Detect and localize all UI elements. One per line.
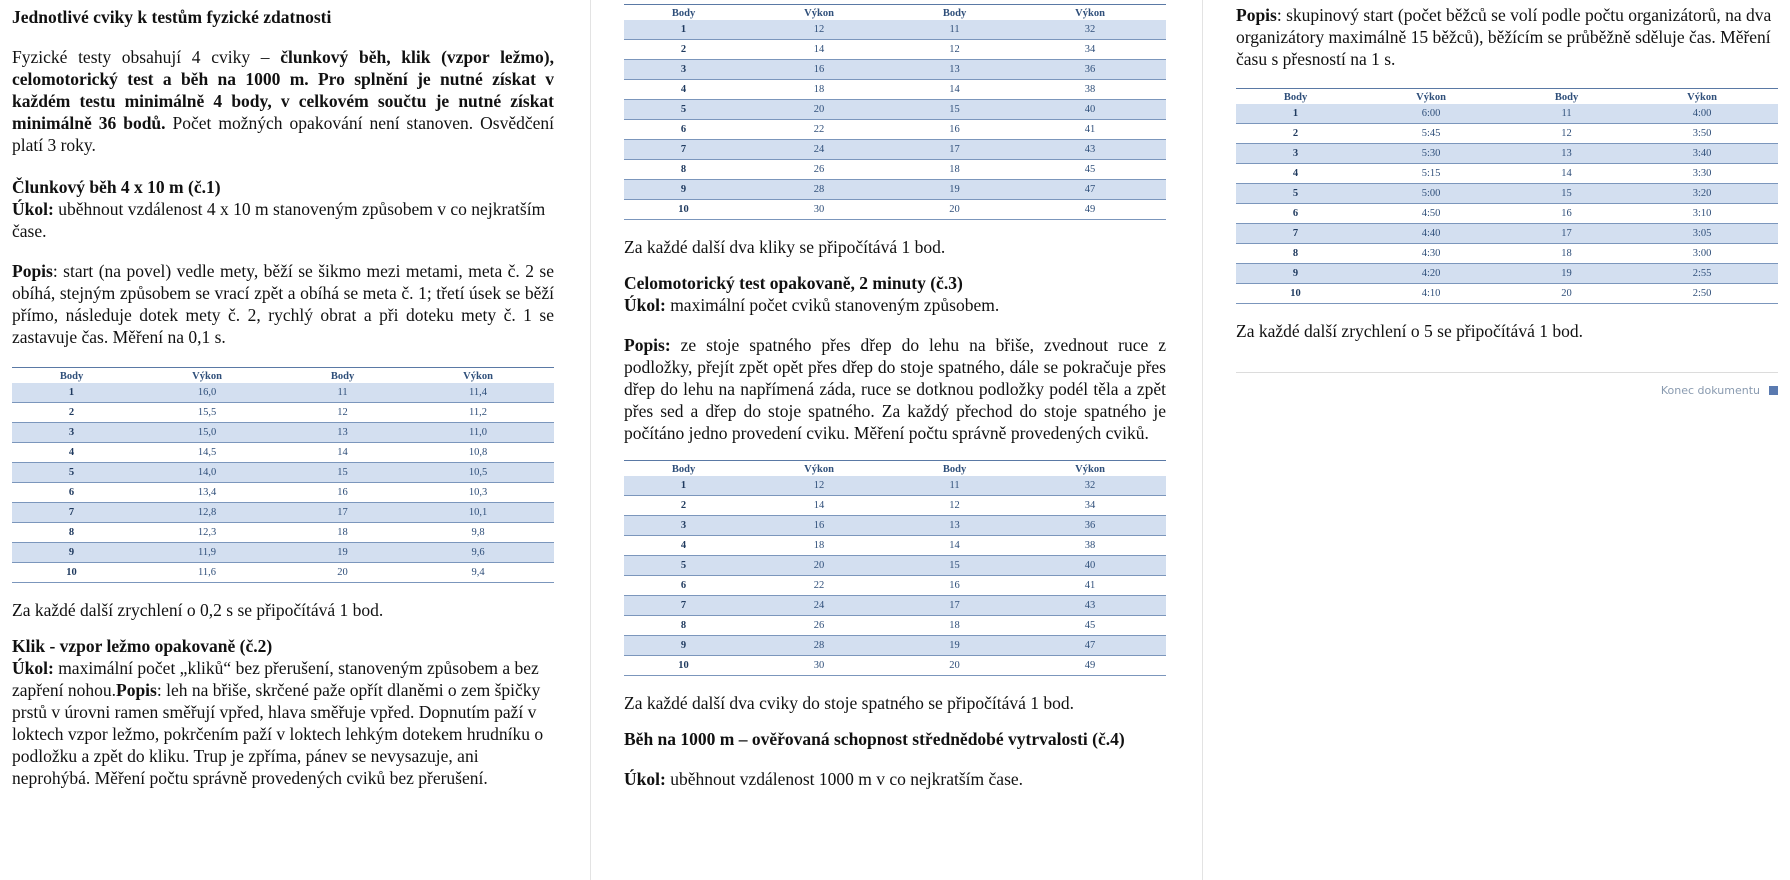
column-3 bbox=[1236, 4, 1778, 342]
table-cell: 4:20 bbox=[1355, 264, 1507, 284]
document-heading: Jednotlivé cviky k testům fyzické zdatnosti bbox=[12, 7, 332, 27]
table-cell: 4 bbox=[624, 80, 743, 100]
table-cell: 43 bbox=[1014, 140, 1166, 160]
table-row bbox=[12, 383, 554, 403]
description-paragraph-4: Popis: skupinový start (počet běžců se volí podle počtu organizátorů, na dva organizátory maximálně 15 běžců), běžícím se průběžně sděluje čas. Měření času s přesností na 1 s. bbox=[1236, 5, 1772, 69]
table-cell: 13 bbox=[895, 60, 1014, 80]
table-cell: 11,2 bbox=[402, 403, 554, 423]
task-paragraph-1: Úkol: uběhnout vzdálenost 4 x 10 m stanoveným způsobem v co nejkratším čase. bbox=[12, 199, 546, 241]
table-cell: 3 bbox=[624, 516, 743, 536]
table-cell: 4 bbox=[1236, 164, 1355, 184]
description-paragraph-1: Popis: start (na povel) vedle mety, běží se šikmo mezi metami, meta č. 2 se obíhá, stejným způsobem se vrací zpět a obíhá se meta č. 1; třetí úsek se běží přímo, následuje dotek mety č. 2, rychlý obrat a při doteku mety č. 1 se zastavuje čas. Měření na 0,1 s. bbox=[12, 261, 554, 347]
table-cell: 9 bbox=[1236, 264, 1355, 284]
table-cell: 40 bbox=[1014, 100, 1166, 120]
table-cell: 11 bbox=[895, 20, 1014, 40]
table-cell: 9,4 bbox=[402, 563, 554, 583]
table-cell: 16,0 bbox=[131, 383, 283, 403]
table-row bbox=[1236, 124, 1778, 144]
table-row bbox=[624, 80, 1166, 100]
section-title-3: Celomotorický test opakovaně, 2 minuty (č.3) bbox=[624, 273, 963, 293]
score-table-1 bbox=[12, 367, 554, 583]
table-row bbox=[624, 576, 1166, 596]
table-cell: 5 bbox=[624, 100, 743, 120]
table-cell: 38 bbox=[1014, 80, 1166, 100]
table-cell: 10 bbox=[624, 200, 743, 220]
table-row bbox=[624, 180, 1166, 200]
table-cell: 5 bbox=[12, 463, 131, 483]
table-cell: 2 bbox=[1236, 124, 1355, 144]
table-cell: 3 bbox=[12, 423, 131, 443]
table-cell: 12,3 bbox=[131, 523, 283, 543]
table-cell: 41 bbox=[1014, 576, 1166, 596]
table-cell: 15 bbox=[283, 463, 402, 483]
table-cell: 14,0 bbox=[131, 463, 283, 483]
end-square-icon bbox=[1769, 386, 1778, 395]
table-cell: 18 bbox=[743, 80, 895, 100]
table-cell: 22 bbox=[743, 576, 895, 596]
table-cell: 41 bbox=[1014, 120, 1166, 140]
table-cell: 11 bbox=[895, 476, 1014, 496]
table-cell: 16 bbox=[743, 516, 895, 536]
table-cell: 13 bbox=[283, 423, 402, 443]
table-cell: 7 bbox=[1236, 224, 1355, 244]
table-row bbox=[624, 160, 1166, 180]
table-cell: 5:30 bbox=[1355, 144, 1507, 164]
table-row bbox=[624, 60, 1166, 80]
table-row bbox=[1236, 284, 1778, 304]
table-cell: 19 bbox=[895, 636, 1014, 656]
table-cell: 9 bbox=[624, 180, 743, 200]
table-cell: 4:50 bbox=[1355, 204, 1507, 224]
intro-paragraph: Fyzické testy obsahují 4 cviky – člunkový běh, klik (vzpor ležmo), celomotorický test a běh na 1000 m. Pro splnění je nutné získat v každém testu minimálně 4 body, v celkovém součtu je nutné získat minimálně 36 bodů. Počet možných opakování není stanoven. Osvědčení platí 3 roky. bbox=[12, 47, 554, 155]
table-cell: 14 bbox=[283, 443, 402, 463]
table-cell: 20 bbox=[743, 556, 895, 576]
table-cell: 3:30 bbox=[1626, 164, 1778, 184]
task-paragraph-4: Úkol: uběhnout vzdálenost 1000 m v co nejkratším čase. bbox=[624, 769, 1024, 789]
table-cell: 1 bbox=[12, 383, 131, 403]
table-cell: 11,0 bbox=[402, 423, 554, 443]
table-header-cell: Body bbox=[624, 461, 743, 477]
note-4: Za každé další zrychlení o 5 se připočítává 1 bod. bbox=[1236, 321, 1583, 341]
table-cell: 4:00 bbox=[1626, 104, 1778, 124]
table-cell: 5 bbox=[624, 556, 743, 576]
table-cell: 11 bbox=[1507, 104, 1626, 124]
table-cell: 18 bbox=[743, 536, 895, 556]
table-cell: 15 bbox=[895, 100, 1014, 120]
table-cell: 3:20 bbox=[1626, 184, 1778, 204]
table-header-cell: Výkon bbox=[402, 368, 554, 384]
table-cell: 11,4 bbox=[402, 383, 554, 403]
note-1: Za každé další zrychlení o 0,2 s se připočítává 1 bod. bbox=[12, 600, 384, 620]
table-cell: 6:00 bbox=[1355, 104, 1507, 124]
table-row bbox=[1236, 164, 1778, 184]
table-cell: 10,5 bbox=[402, 463, 554, 483]
table-cell: 12 bbox=[743, 476, 895, 496]
table-cell: 18 bbox=[895, 616, 1014, 636]
table-cell: 4 bbox=[12, 443, 131, 463]
table-cell: 8 bbox=[624, 616, 743, 636]
table-cell: 10,3 bbox=[402, 483, 554, 503]
table-cell: 12,8 bbox=[131, 503, 283, 523]
table-row bbox=[1236, 184, 1778, 204]
table-header-cell: Výkon bbox=[1355, 89, 1507, 105]
table-cell: 47 bbox=[1014, 180, 1166, 200]
table-cell: 4 bbox=[624, 536, 743, 556]
column-1 bbox=[12, 0, 554, 789]
score-table-3 bbox=[624, 460, 1166, 676]
table-row bbox=[624, 200, 1166, 220]
section-title-2: Klik - vzpor ležmo opakovaně (č.2) bbox=[12, 636, 273, 656]
table-cell: 15,5 bbox=[131, 403, 283, 423]
table-cell: 12 bbox=[895, 496, 1014, 516]
table-cell: 10,8 bbox=[402, 443, 554, 463]
table-cell: 49 bbox=[1014, 656, 1166, 676]
table-cell: 3:50 bbox=[1626, 124, 1778, 144]
table-cell: 12 bbox=[895, 40, 1014, 60]
table-cell: 4:30 bbox=[1355, 244, 1507, 264]
table-cell: 14 bbox=[1507, 164, 1626, 184]
table-cell: 6 bbox=[624, 576, 743, 596]
table-cell: 3:40 bbox=[1626, 144, 1778, 164]
table-cell: 32 bbox=[1014, 20, 1166, 40]
table-cell: 18 bbox=[283, 523, 402, 543]
section-title-4: Běh na 1000 m – ověřovaná schopnost střednědobé vytrvalosti (č.4) bbox=[624, 729, 1125, 749]
table-row bbox=[624, 636, 1166, 656]
table-cell: 10 bbox=[1236, 284, 1355, 304]
table-cell: 11 bbox=[283, 383, 402, 403]
table-cell: 5:00 bbox=[1355, 184, 1507, 204]
table-cell: 4:10 bbox=[1355, 284, 1507, 304]
table-cell: 3:10 bbox=[1626, 204, 1778, 224]
table-row bbox=[624, 120, 1166, 140]
table-cell: 2 bbox=[624, 40, 743, 60]
table-cell: 22 bbox=[743, 120, 895, 140]
table-cell: 11,6 bbox=[131, 563, 283, 583]
table-cell: 43 bbox=[1014, 596, 1166, 616]
table-cell: 16 bbox=[743, 60, 895, 80]
table-header-cell: Body bbox=[895, 461, 1014, 477]
table-row bbox=[624, 596, 1166, 616]
table-cell: 12 bbox=[743, 20, 895, 40]
table-cell: 15 bbox=[1507, 184, 1626, 204]
table-cell: 30 bbox=[743, 656, 895, 676]
table-header-cell: Výkon bbox=[1014, 461, 1166, 477]
table-cell: 15,0 bbox=[131, 423, 283, 443]
table-cell: 16 bbox=[1507, 204, 1626, 224]
table-cell: 10,1 bbox=[402, 503, 554, 523]
table-cell: 12 bbox=[1507, 124, 1626, 144]
table-cell: 14,5 bbox=[131, 443, 283, 463]
table-cell: 8 bbox=[624, 160, 743, 180]
task-paragraph-3: Úkol: maximální počet cviků stanoveným způsobem. bbox=[624, 295, 1000, 315]
table-header-cell: Body bbox=[283, 368, 402, 384]
table-cell: 7 bbox=[624, 140, 743, 160]
table-row bbox=[1236, 244, 1778, 264]
table-header-cell: Výkon bbox=[131, 368, 283, 384]
table-cell: 36 bbox=[1014, 60, 1166, 80]
table-row bbox=[1236, 104, 1778, 124]
table-cell: 5:15 bbox=[1355, 164, 1507, 184]
table-cell: 20 bbox=[743, 100, 895, 120]
table-row bbox=[12, 503, 554, 523]
table-cell: 28 bbox=[743, 180, 895, 200]
table-cell: 9 bbox=[624, 636, 743, 656]
table-cell: 19 bbox=[283, 543, 402, 563]
table-row bbox=[624, 516, 1166, 536]
table-cell: 18 bbox=[895, 160, 1014, 180]
table-header-cell: Výkon bbox=[743, 5, 895, 21]
column-2 bbox=[624, 4, 1166, 790]
table-row bbox=[12, 483, 554, 503]
table-cell: 30 bbox=[743, 200, 895, 220]
table-row bbox=[12, 403, 554, 423]
table-cell: 1 bbox=[624, 20, 743, 40]
table-row bbox=[624, 140, 1166, 160]
table-cell: 40 bbox=[1014, 556, 1166, 576]
table-cell: 6 bbox=[12, 483, 131, 503]
table-cell: 38 bbox=[1014, 536, 1166, 556]
table-row bbox=[624, 20, 1166, 40]
table-cell: 2:55 bbox=[1626, 264, 1778, 284]
table-cell: 1 bbox=[1236, 104, 1355, 124]
table-cell: 28 bbox=[743, 636, 895, 656]
table-cell: 19 bbox=[895, 180, 1014, 200]
note-2: Za každé další dva kliky se připočítává 1 bod. bbox=[624, 237, 946, 257]
table-cell: 1 bbox=[624, 476, 743, 496]
table-row bbox=[624, 40, 1166, 60]
table-cell: 3 bbox=[624, 60, 743, 80]
table-cell: 6 bbox=[624, 120, 743, 140]
table-header-cell: Body bbox=[1507, 89, 1626, 105]
table-cell: 17 bbox=[1507, 224, 1626, 244]
table-cell: 26 bbox=[743, 616, 895, 636]
table-cell: 45 bbox=[1014, 160, 1166, 180]
table-row bbox=[624, 476, 1166, 496]
table-cell: 8 bbox=[1236, 244, 1355, 264]
table-cell: 14 bbox=[895, 536, 1014, 556]
table-cell: 11,9 bbox=[131, 543, 283, 563]
table-header-cell: Body bbox=[895, 5, 1014, 21]
table-cell: 32 bbox=[1014, 476, 1166, 496]
table-cell: 9,8 bbox=[402, 523, 554, 543]
table-row bbox=[624, 100, 1166, 120]
task-paragraph-2: Úkol: maximální počet „kliků“ bez přerušení, stanoveným způsobem a bez zapření nohou.Popis: leh na břiše, skrčené paže opřít dlaněmi o zem špičky prstů v úrovni ramen směřují vpřed, hlava směřuje vpřed. Dopnutím paží v loktech vzpor ležmo, pokrčením paží v loktech lehkým dotekem hrudníku o podložku a zpět do kliku. Trup je zpříma, pánev se nevysazuje, ani neprohýbá. Měření počtu správně provedených cviků bez přerušení. bbox=[12, 658, 544, 788]
table-cell: 36 bbox=[1014, 516, 1166, 536]
table-cell: 14 bbox=[743, 40, 895, 60]
table-header-cell: Body bbox=[1236, 89, 1355, 105]
table-cell: 5:45 bbox=[1355, 124, 1507, 144]
score-table-2 bbox=[624, 4, 1166, 220]
table-row bbox=[12, 423, 554, 443]
table-cell: 8 bbox=[12, 523, 131, 543]
score-table-4 bbox=[1236, 88, 1778, 304]
table-header-cell: Výkon bbox=[1626, 89, 1778, 105]
table-cell: 18 bbox=[1507, 244, 1626, 264]
table-cell: 5 bbox=[1236, 184, 1355, 204]
table-cell: 10 bbox=[12, 563, 131, 583]
table-cell: 2:50 bbox=[1626, 284, 1778, 304]
table-cell: 3:05 bbox=[1626, 224, 1778, 244]
table-cell: 3:00 bbox=[1626, 244, 1778, 264]
table-cell: 17 bbox=[895, 596, 1014, 616]
table-cell: 16 bbox=[283, 483, 402, 503]
section-title-1: Člunkový běh 4 x 10 m (č.1) bbox=[12, 177, 221, 197]
table-cell: 13 bbox=[895, 516, 1014, 536]
table-row bbox=[624, 656, 1166, 676]
table-header-cell: Body bbox=[624, 5, 743, 21]
table-cell: 3 bbox=[1236, 144, 1355, 164]
table-row bbox=[12, 463, 554, 483]
table-cell: 7 bbox=[12, 503, 131, 523]
table-cell: 19 bbox=[1507, 264, 1626, 284]
table-cell: 2 bbox=[624, 496, 743, 516]
table-row bbox=[1236, 204, 1778, 224]
table-row bbox=[624, 616, 1166, 636]
table-cell: 34 bbox=[1014, 40, 1166, 60]
table-cell: 7 bbox=[624, 596, 743, 616]
table-header-cell: Výkon bbox=[743, 461, 895, 477]
table-cell: 17 bbox=[283, 503, 402, 523]
table-row bbox=[1236, 264, 1778, 284]
table-cell: 24 bbox=[743, 140, 895, 160]
table-cell: 17 bbox=[895, 140, 1014, 160]
column-divider bbox=[1202, 0, 1203, 880]
table-cell: 45 bbox=[1014, 616, 1166, 636]
table-cell: 4:40 bbox=[1355, 224, 1507, 244]
column-divider bbox=[590, 0, 591, 880]
table-cell: 26 bbox=[743, 160, 895, 180]
table-row bbox=[12, 443, 554, 463]
table-cell: 15 bbox=[895, 556, 1014, 576]
table-cell: 12 bbox=[283, 403, 402, 423]
table-cell: 20 bbox=[283, 563, 402, 583]
table-cell: 14 bbox=[743, 496, 895, 516]
table-cell: 20 bbox=[895, 200, 1014, 220]
table-row bbox=[12, 563, 554, 583]
table-cell: 13,4 bbox=[131, 483, 283, 503]
table-row bbox=[1236, 224, 1778, 244]
end-of-document-rule bbox=[1236, 372, 1778, 373]
end-of-document-marker: Konec dokumentu bbox=[1236, 384, 1778, 397]
table-cell: 16 bbox=[895, 576, 1014, 596]
table-cell: 16 bbox=[895, 120, 1014, 140]
table-header-cell: Body bbox=[12, 368, 131, 384]
table-cell: 9,6 bbox=[402, 543, 554, 563]
table-header-cell: Výkon bbox=[1014, 5, 1166, 21]
table-cell: 20 bbox=[895, 656, 1014, 676]
table-cell: 9 bbox=[12, 543, 131, 563]
note-3: Za každé další dva cviky do stoje spatného se připočítává 1 bod. bbox=[624, 693, 1075, 713]
table-cell: 49 bbox=[1014, 200, 1166, 220]
table-cell: 20 bbox=[1507, 284, 1626, 304]
table-row bbox=[624, 556, 1166, 576]
table-row bbox=[1236, 144, 1778, 164]
table-row bbox=[624, 496, 1166, 516]
table-cell: 47 bbox=[1014, 636, 1166, 656]
table-cell: 2 bbox=[12, 403, 131, 423]
table-cell: 13 bbox=[1507, 144, 1626, 164]
table-cell: 10 bbox=[624, 656, 743, 676]
table-cell: 34 bbox=[1014, 496, 1166, 516]
table-row bbox=[12, 543, 554, 563]
table-cell: 6 bbox=[1236, 204, 1355, 224]
table-row bbox=[624, 536, 1166, 556]
description-paragraph-3: Popis: ze stoje spatného přes dřep do lehu na břiše, zvednout ruce z podložky, přejít zpět opět přes dřep do stoje spatného, dále se pokračuje přes dřep do lehu na napřímená záda, ruce se dotknou podložky podél těla a zpět přes sed a dřep do stoje spatného. Za každý přechod do stoje spatného je počítáno jedno provedení cviku. Měření počtu správně provedených cviků. bbox=[624, 335, 1166, 443]
table-cell: 24 bbox=[743, 596, 895, 616]
table-cell: 14 bbox=[895, 80, 1014, 100]
table-row bbox=[12, 523, 554, 543]
